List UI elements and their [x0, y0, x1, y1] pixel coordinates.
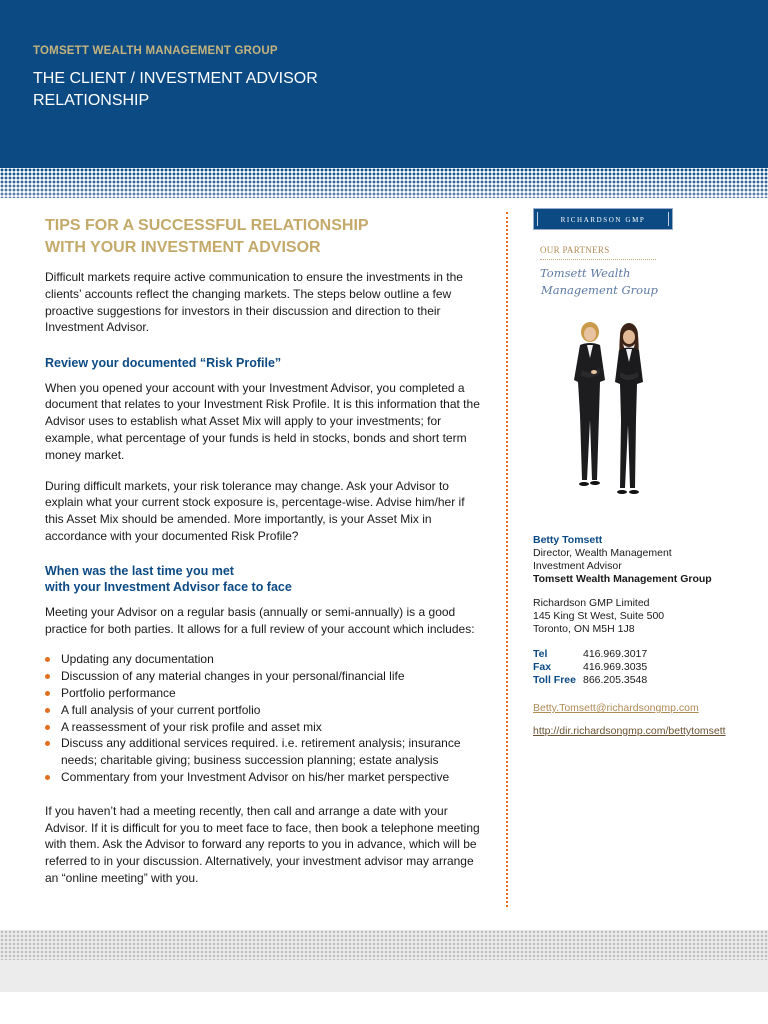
list-item: Updating any documentation: [45, 651, 485, 668]
contact-card: [533, 534, 753, 636]
advisor-group: Tomsett Wealth Management Group: [533, 573, 712, 585]
main-heading-line1: TIPS FOR A SUCCESSFUL RELATIONSHIP: [45, 217, 369, 234]
partner-script-logo: Tomsett Wealth Management Group: [540, 266, 658, 297]
bullet-icon: [45, 674, 50, 679]
list-item: A reassessment of your risk profile and asset mix: [45, 719, 485, 736]
review-list: [45, 651, 485, 785]
phone-row-toll-free: Toll Free 866.205.3548: [533, 674, 648, 686]
list-item: Portfolio performance: [45, 685, 485, 702]
org-name: TOMSETT WEALTH MANAGEMENT GROUP: [33, 45, 278, 57]
email-link[interactable]: Betty.Tomsett@richardsongmp.com: [533, 702, 699, 714]
main-heading: [45, 215, 485, 259]
bullet-icon: [45, 741, 50, 746]
phone-list: [533, 648, 647, 687]
section-heading-meeting-line2: with your Investment Advisor face to face: [45, 580, 292, 595]
partners-divider: [540, 259, 656, 260]
section-heading-meeting-line1: When was the last time you met: [45, 563, 234, 578]
advisor-name: Betty Tomsett: [533, 534, 603, 546]
address-line-2: Toronto, ON M5H 1J8: [533, 623, 635, 635]
bullet-icon: [45, 725, 50, 730]
document-title-line1: THE CLIENT / INVESTMENT ADVISOR: [33, 70, 318, 87]
risk-profile-paragraph-1: When you opened your account with your Investment Advisor, you completed a document that relates to your Investment Risk Profile. It is this information that the Advisor uses to establish what Asset Mix will apply to your investments; for example, what percentage of your funds is held in stocks, bonds and short term money market.: [45, 380, 480, 462]
section-heading-risk-profile: Review your documented “Risk Profile”: [45, 356, 282, 371]
halftone-band: [0, 168, 768, 198]
list-item: A full analysis of your current portfolio: [45, 702, 485, 719]
bullet-icon: [45, 708, 50, 713]
bullet-icon: [45, 775, 50, 780]
list-item: Discuss any additional services required. i.e. retirement analysis; insurance needs; charitable giving; business succession planning; estate analysis: [45, 735, 485, 769]
document-title-line2: RELATIONSHIP: [33, 92, 150, 109]
richardson-gmp-logo: RICHARDSON GMP: [533, 208, 673, 230]
intro-paragraph: Difficult markets require active communication to ensure the investments in the clients’ accounts reflect the changing markets. The steps below outline a few proactive suggestions for investors in their discussion and direction to their Investment Advisor.: [45, 270, 463, 335]
footer-strip: [0, 992, 768, 1024]
advisors-photo: [550, 320, 665, 510]
meeting-paragraph-1: Meeting your Advisor on a regular basis (annually or semi-annually) is a good practice for both parties. It allows for a full review of your account which includes:: [45, 604, 475, 636]
meeting-paragraph-2: If you haven’t had a meeting recently, then call and arrange a date with your Advisor. If it is difficult for you to meet face to face, then book a telephone meeting with them. Ask the Advisor to forward any reports to you in advance, which will be referred to in your discussion. Alternatively, your investment advisor may arrange an “online meeting” with you.: [45, 803, 480, 886]
list-item: Commentary from your Investment Advisor on his/her market perspective: [45, 769, 485, 786]
header-banner: [0, 0, 768, 168]
section-heading-meeting: [45, 563, 485, 596]
advisor-title-1: Director, Wealth Management: [533, 547, 672, 559]
list-item: Discussion of any material changes in your personal/financial life: [45, 668, 485, 685]
footer-band: [0, 930, 768, 1024]
website-link[interactable]: http://dir.richardsongmp.com/bettytomsett: [533, 725, 726, 737]
address-line-1: 145 King St West, Suite 500: [533, 610, 665, 622]
main-column: [45, 215, 485, 887]
company-name: Richardson GMP Limited: [533, 597, 650, 609]
footer-halftone: [0, 930, 768, 960]
phone-row-tel: Tel 416.969.3017: [533, 648, 648, 660]
partners-label: OUR PARTNERS: [540, 245, 610, 255]
document-title: [33, 68, 318, 112]
bullet-icon: [45, 691, 50, 696]
main-heading-line2: WITH YOUR INVESTMENT ADVISOR: [45, 239, 321, 256]
phone-row-fax: Fax 416.969.3035: [533, 661, 648, 673]
risk-profile-paragraph-2: During difficult markets, your risk tolerance may change. Ask your Advisor to explain what your current stock exposure is, percentage-wise. Advise him/her if this Asset Mix should be amended. More importantly, is your Asset Mix in accordance with your documented Risk Profile?: [45, 478, 465, 544]
column-divider: [506, 212, 508, 907]
advisor-title-2: Investment Advisor: [533, 560, 622, 572]
bullet-icon: [45, 657, 50, 662]
